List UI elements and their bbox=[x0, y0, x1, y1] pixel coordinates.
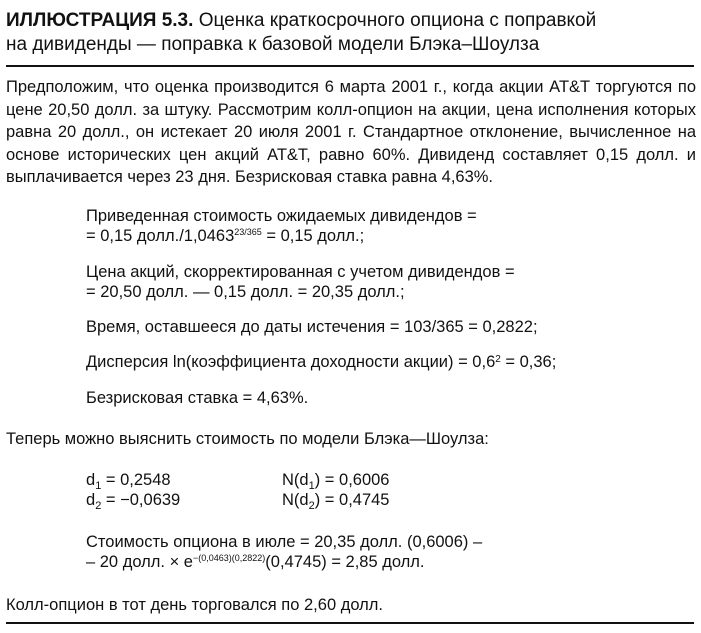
variance-text-a: Дисперсия ln(коэффициента доходности акции) = 0,6 bbox=[86, 353, 496, 371]
adjusted-price-formula bbox=[86, 262, 646, 302]
document-page bbox=[6, 0, 694, 633]
n-d2-value: ) = 0,4745 bbox=[314, 491, 390, 509]
option-value-line1: Стоимость опциона в июле = 20,35 долл. (0,6006) – bbox=[86, 533, 483, 551]
option-value-line2-b: (0,4745) = 2,85 долл. bbox=[265, 553, 425, 571]
illustration-label: ИЛЛЮСТРАЦИЯ 5.3. bbox=[6, 10, 194, 31]
d1-symbol: d bbox=[86, 471, 96, 489]
variance-formula bbox=[86, 352, 646, 372]
pv-dividends-exponent: 23/365 bbox=[234, 227, 262, 237]
black-scholes-intro: Теперь можно выяснить стоимость по модели Блэка—Шоулза: bbox=[6, 430, 489, 448]
time-left-formula bbox=[86, 317, 646, 337]
d1-subscript: 1 bbox=[95, 480, 102, 492]
bottom-rule bbox=[6, 622, 694, 624]
d1-value: = 0,2548 bbox=[101, 471, 171, 489]
d2-row bbox=[86, 490, 646, 510]
intro-paragraph: Предположим, что оценка производится 6 марта 2001 г., когда акции AT&T торгуются по цене 20,50 долл. за штуку. Рассмотрим колл-опцион на акции, цена исполнения которых равна 20 долл., он истекает 20 июля 2001 г. Стандартное отклонение, вычисленное на основе исторических цен акций AT&T, равно 60%. Дивиденд составляет 0,15 долл. и выплачивается через 23 дня. Безрисковая ставка равна 4,63%. bbox=[6, 78, 696, 186]
adjusted-price-line1: Цена акций, скорректированная с учетом дивидендов = bbox=[86, 263, 515, 281]
n-d1-value: ) = 0,6006 bbox=[314, 471, 390, 489]
adjusted-price-line2: = 20,50 долл. — 0,15 долл. = 20,35 долл.; bbox=[86, 283, 405, 301]
n-d1-prefix: N(d bbox=[282, 471, 309, 489]
option-value-line2-a: – 20 долл. × e bbox=[86, 553, 193, 571]
riskfree-formula bbox=[86, 388, 646, 408]
pv-dividends-line2-b: = 0,15 долл.; bbox=[261, 227, 365, 245]
illustration-title bbox=[6, 9, 694, 57]
n-d1-expression bbox=[282, 470, 389, 490]
pv-dividends-formula bbox=[86, 206, 646, 246]
title-text-line2: на дивиденды — поправка к базовой модели Блэка–Шоулза bbox=[6, 34, 540, 55]
variance-exponent: 2 bbox=[495, 354, 501, 365]
d-values-block bbox=[86, 470, 646, 510]
d1-row bbox=[86, 470, 646, 490]
option-value-formula bbox=[86, 532, 646, 572]
n-d2-expression bbox=[282, 490, 389, 510]
option-value-exponent: −(0,0463)(0,2822) bbox=[192, 553, 266, 563]
time-left-text: Время, оставшееся до даты истечения = 103/365 = 0,2822; bbox=[86, 318, 538, 336]
top-rule bbox=[6, 65, 694, 67]
n-d2-subscript: 2 bbox=[308, 500, 315, 512]
title-text-line1: Оценка краткосрочного опциона с поправкой bbox=[198, 10, 597, 31]
d2-value: = −0,0639 bbox=[101, 491, 181, 509]
n-d1-subscript: 1 bbox=[308, 480, 315, 492]
n-d2-prefix: N(d bbox=[282, 491, 309, 509]
pv-dividends-line2-a: = 0,15 долл./1,0463 bbox=[86, 227, 235, 245]
conclusion-text: Колл-опцион в тот день торговался по 2,60 долл. bbox=[6, 596, 383, 614]
variance-text-b: = 0,36; bbox=[500, 353, 557, 371]
riskfree-text: Безрисковая ставка = 4,63%. bbox=[86, 389, 309, 407]
pv-dividends-line1: Приведенная стоимость ожидаемых дивидендов = bbox=[86, 207, 477, 225]
d2-symbol: d bbox=[86, 491, 96, 509]
d2-subscript: 2 bbox=[95, 500, 102, 512]
